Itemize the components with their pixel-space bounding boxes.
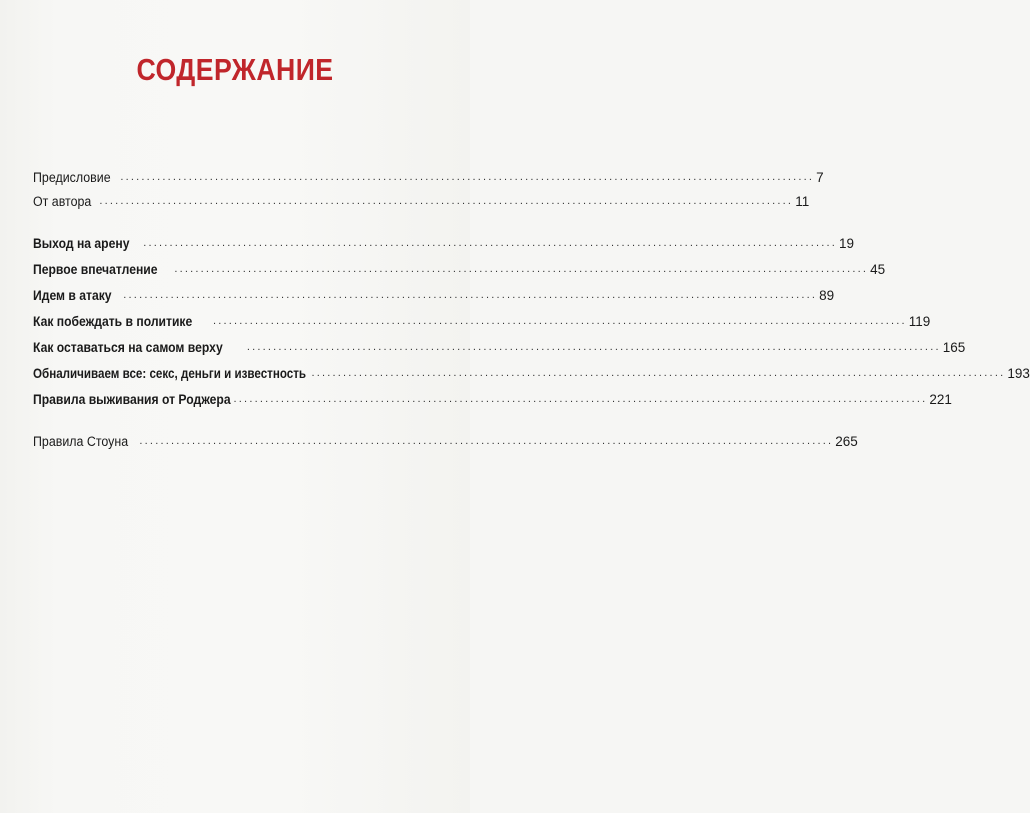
toc-entry-label: Как побеждать в политике — [33, 314, 193, 329]
dot-leader: .................................................................................................................................... — [139, 435, 834, 447]
dot-leader: .................................................................................................................................... — [212, 315, 907, 327]
dot-leader: .................................................................................................................................... — [311, 367, 1006, 379]
toc-page-number: 89 — [819, 288, 835, 303]
toc-entry-label: Как оставаться на самом верху — [33, 340, 223, 355]
toc-page-number: 221 — [929, 392, 952, 407]
toc-entry-preface — [33, 166, 824, 186]
toc-entry-label: Обналичиваем все: секс, деньги и известность — [33, 366, 307, 381]
toc-entry-label: От автора — [33, 194, 92, 209]
page-title: СОДЕРЖАНИЕ — [136, 52, 334, 87]
toc-page-number: 265 — [835, 434, 858, 449]
toc-entry-label: Выход на арену — [33, 236, 130, 251]
toc-page-number: 19 — [839, 236, 855, 251]
toc-entry-label: Первое впечатление — [33, 262, 158, 277]
toc-page-number: 45 — [870, 262, 886, 277]
toc-entry-author-note — [33, 190, 810, 210]
toc-entry-label: Правила Стоуна — [33, 434, 129, 449]
toc-page-number: 7 — [816, 170, 824, 185]
dot-leader: .................................................................................................................................... — [174, 263, 869, 275]
toc-entry-stone-rules — [33, 430, 858, 450]
dot-leader: .................................................................................................................................... — [233, 393, 928, 405]
toc-page-number: 193 — [1007, 366, 1030, 381]
dot-leader: .................................................................................................................................... — [246, 341, 941, 353]
toc-entry-chapter-2 — [33, 258, 886, 278]
toc-entry-chapter-3 — [33, 284, 835, 304]
toc-entry-label: Идем в атаку — [33, 288, 112, 303]
toc-entry-label: Правила выживания от Роджера — [33, 392, 231, 407]
toc-entry-chapter-4 — [33, 310, 931, 330]
toc-page-number: 11 — [795, 194, 810, 209]
dot-leader: .................................................................................................................................... — [143, 237, 837, 249]
toc-entry-chapter-7 — [33, 388, 952, 408]
dot-leader: .................................................................................................................................... — [99, 195, 794, 207]
toc-entry-label: Предисловие — [33, 170, 111, 185]
toc-page-number: 165 — [942, 340, 966, 355]
toc-page-number: 119 — [908, 314, 931, 329]
toc-entry-chapter-5 — [33, 336, 966, 356]
dot-leader: .................................................................................................................................... — [123, 289, 818, 301]
toc-entry-chapter-6 — [33, 362, 1030, 382]
toc-entry-chapter-1 — [33, 232, 855, 252]
dot-leader: .................................................................................................................................... — [120, 171, 815, 183]
